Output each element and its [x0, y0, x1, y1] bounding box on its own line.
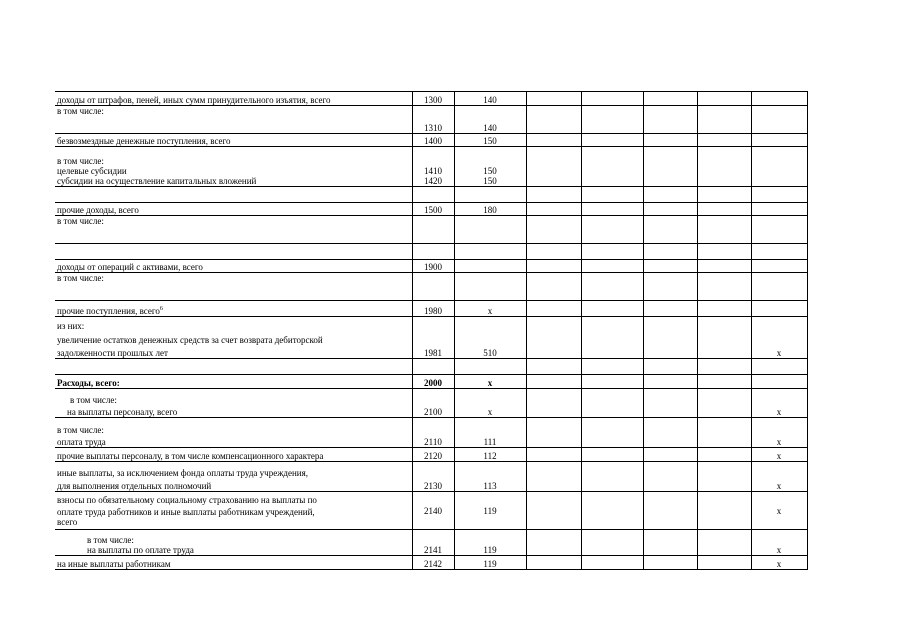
empty-cell [697, 244, 751, 260]
empty-cell [697, 375, 751, 389]
row-last: x [751, 418, 807, 448]
empty-cell [643, 556, 697, 570]
row-name [55, 92, 412, 106]
row-name-line: оплата труда [57, 437, 106, 447]
row-last [751, 134, 807, 147]
empty-cell [526, 273, 581, 301]
empty-cell [643, 462, 697, 492]
empty-cell [643, 92, 697, 106]
row-name-line: доходы от операций с активами, всего [57, 262, 203, 272]
row-name-line: в том числе: [70, 395, 117, 405]
row-kosgu: 119 [454, 530, 526, 556]
row-name [55, 556, 412, 570]
empty-cell [581, 301, 643, 317]
empty-cell [697, 462, 751, 492]
empty-cell [643, 147, 697, 187]
empty-cell [581, 448, 643, 462]
row-name [55, 530, 412, 556]
row-name [55, 418, 412, 448]
row-last: x [751, 462, 807, 492]
table-row [55, 448, 807, 462]
empty-cell [581, 216, 643, 244]
empty-cell [697, 106, 751, 134]
row-last [751, 216, 807, 244]
row-name [55, 317, 412, 359]
row-name-line: Расходы, всего: [57, 378, 120, 388]
empty-cell [643, 389, 697, 418]
row-name [55, 462, 412, 492]
row-name-line: в том числе: [57, 425, 104, 435]
empty-cell [526, 187, 581, 203]
empty-cell [581, 389, 643, 418]
empty-cell [526, 389, 581, 418]
empty-cell [697, 273, 751, 301]
empty-cell [697, 134, 751, 147]
row-last [751, 301, 807, 317]
row-kosgu: 180 [454, 203, 526, 216]
row-code: 2120 [412, 448, 454, 462]
row-code: 2140 [412, 492, 454, 530]
row-name-line: всего [57, 516, 78, 527]
table-row [55, 92, 807, 106]
empty-cell [526, 301, 581, 317]
table-row [55, 203, 807, 216]
table-row [55, 134, 807, 147]
empty-cell [697, 260, 751, 273]
empty-cell [581, 92, 643, 106]
empty-cell [581, 462, 643, 492]
row-code [412, 187, 454, 203]
empty-cell [697, 556, 751, 570]
row-name-line: в том числе: [57, 273, 104, 283]
empty-cell [526, 134, 581, 147]
empty-cell [643, 134, 697, 147]
row-name [55, 147, 412, 187]
row-kosgu [454, 187, 526, 203]
row-name [55, 492, 412, 530]
row-last [751, 147, 807, 187]
table-row [55, 273, 807, 301]
row-code: 2142 [412, 556, 454, 570]
row-kosgu: 150 [454, 134, 526, 147]
row-last [751, 92, 807, 106]
row-kosgu [454, 273, 526, 301]
empty-cell [526, 530, 581, 556]
table-row [55, 301, 807, 317]
footnote-mark: 6 [159, 306, 163, 312]
table-row [55, 147, 807, 187]
row-kosgu: 111 [454, 418, 526, 448]
empty-cell [526, 462, 581, 492]
empty-cell [643, 273, 697, 301]
row-kosgu: 150 150 [454, 147, 526, 187]
empty-cell [581, 134, 643, 147]
empty-cell [581, 187, 643, 203]
empty-cell [697, 187, 751, 203]
row-last [751, 260, 807, 273]
empty-cell [526, 375, 581, 389]
row-name-line: увеличение остатков денежных средств за счет возврата дебиторской [57, 335, 323, 345]
table-row [55, 260, 807, 273]
empty-cell [581, 317, 643, 359]
empty-cell [697, 301, 751, 317]
row-code: 2100 [412, 389, 454, 418]
empty-cell [643, 244, 697, 260]
empty-cell [643, 301, 697, 317]
row-name-line: из них: [57, 321, 85, 331]
table-row [55, 530, 807, 556]
row-name-line: взносы по обязательному социальному страхованию на выплаты по [57, 494, 317, 505]
row-name-line: для выполнения отдельных полномочий [57, 481, 212, 491]
empty-cell [526, 260, 581, 273]
empty-cell [581, 359, 643, 375]
row-code: 1410 1420 [412, 147, 454, 187]
row-last: x [751, 389, 807, 418]
row-last [751, 273, 807, 301]
empty-cell [526, 492, 581, 530]
empty-cell [526, 106, 581, 134]
empty-cell [697, 359, 751, 375]
empty-cell [697, 530, 751, 556]
row-code: 2141 [412, 530, 454, 556]
table-row [55, 375, 807, 389]
row-last [751, 203, 807, 216]
empty-cell [643, 260, 697, 273]
empty-cell [643, 203, 697, 216]
row-name-line: субсидии на осуществление капитальных вложений [57, 176, 257, 186]
row-kosgu [454, 260, 526, 273]
row-kosgu: 113 [454, 462, 526, 492]
empty-cell [697, 203, 751, 216]
row-name-line: целевые субсидии [57, 166, 127, 176]
empty-cell [697, 418, 751, 448]
row-name-line: прочие выплаты персоналу, в том числе компенсационного характера [57, 451, 324, 461]
empty-cell [526, 418, 581, 448]
empty-cell [526, 92, 581, 106]
empty-cell [643, 187, 697, 203]
row-name [55, 389, 412, 418]
row-code [412, 244, 454, 260]
row-name [55, 106, 412, 134]
empty-cell [581, 260, 643, 273]
empty-cell [526, 203, 581, 216]
row-name [55, 375, 412, 389]
row-name-line: оплате труда работников и иные выплаты работникам учреждений, [57, 506, 315, 517]
table-row [55, 317, 807, 359]
empty-cell [581, 492, 643, 530]
table-row [55, 492, 807, 530]
empty-cell [643, 317, 697, 359]
row-last: x [751, 448, 807, 462]
row-code: 1310 [412, 106, 454, 134]
row-kosgu: x [454, 301, 526, 317]
row-name-line: в том числе: [57, 156, 104, 166]
empty-cell [643, 106, 697, 134]
empty-cell [697, 216, 751, 244]
row-kosgu: 140 [454, 106, 526, 134]
empty-cell [643, 375, 697, 389]
row-code: 1300 [412, 92, 454, 106]
table-body [55, 92, 807, 570]
empty-cell [643, 448, 697, 462]
table-row [55, 244, 807, 260]
row-last [751, 187, 807, 203]
table-row [55, 556, 807, 570]
empty-cell [697, 147, 751, 187]
empty-cell [697, 389, 751, 418]
row-code: 2000 [412, 375, 454, 389]
row-last [751, 244, 807, 260]
table-row [55, 418, 807, 448]
empty-cell [581, 530, 643, 556]
table-row [55, 187, 807, 203]
row-kosgu: x [454, 375, 526, 389]
row-kosgu: 140 [454, 92, 526, 106]
row-name [55, 260, 412, 273]
row-kosgu: 119 [454, 556, 526, 570]
financial-plan-table [55, 91, 808, 570]
row-name-line: в том числе: [57, 216, 104, 226]
row-kosgu [454, 359, 526, 375]
row-name-line: в том числе: [57, 106, 104, 116]
row-name [55, 203, 412, 216]
row-name [55, 216, 412, 244]
empty-cell [643, 492, 697, 530]
table-row [55, 389, 807, 418]
row-name [55, 273, 412, 301]
empty-cell [697, 92, 751, 106]
row-name [55, 134, 412, 147]
empty-cell [526, 216, 581, 244]
row-name-line: иные выплаты, за исключением фонда оплаты труда учреждения, [57, 468, 309, 478]
empty-cell [581, 375, 643, 389]
row-name [55, 301, 412, 317]
row-last: x [751, 556, 807, 570]
row-last [751, 375, 807, 389]
empty-cell [643, 418, 697, 448]
row-name [55, 244, 412, 260]
table-row [55, 462, 807, 492]
row-kosgu: x [454, 389, 526, 418]
row-kosgu: 119 [454, 492, 526, 530]
row-kosgu: 510 [454, 317, 526, 359]
row-name-line: на выплаты по оплате труда [87, 545, 194, 555]
row-code [412, 216, 454, 244]
row-name-line: задолженности прошлых лет [57, 348, 168, 358]
table-row [55, 216, 807, 244]
row-name-line: безвозмездные денежные поступления, всего [57, 136, 231, 146]
row-name-line: доходы от штрафов, пеней, иных сумм принудительного изъятия, всего [57, 95, 331, 105]
row-name-line: на иные выплаты работникам [57, 559, 171, 569]
row-name-line: в том числе: [87, 535, 134, 545]
empty-cell [581, 556, 643, 570]
row-code: 1400 [412, 134, 454, 147]
empty-cell [526, 317, 581, 359]
empty-cell [697, 448, 751, 462]
row-kosgu [454, 244, 526, 260]
empty-cell [526, 244, 581, 260]
row-name [55, 359, 412, 375]
table-row [55, 359, 807, 375]
empty-cell [526, 448, 581, 462]
empty-cell [697, 492, 751, 530]
empty-cell [581, 147, 643, 187]
row-last: x [751, 492, 807, 530]
row-code: 2130 [412, 462, 454, 492]
empty-cell [581, 244, 643, 260]
row-code: 1980 [412, 301, 454, 317]
empty-cell [526, 147, 581, 187]
row-name-line: прочие доходы, всего [57, 205, 139, 215]
row-code: 1981 [412, 317, 454, 359]
empty-cell [581, 418, 643, 448]
empty-cell [643, 359, 697, 375]
row-code: 1900 [412, 260, 454, 273]
row-last: x [751, 530, 807, 556]
empty-cell [643, 530, 697, 556]
empty-cell [581, 106, 643, 134]
row-code [412, 359, 454, 375]
row-name [55, 448, 412, 462]
row-last: x [751, 317, 807, 359]
empty-cell [697, 317, 751, 359]
table-row [55, 106, 807, 134]
row-kosgu [454, 216, 526, 244]
row-name-line: прочие поступления, всего [57, 306, 160, 316]
row-code [412, 273, 454, 301]
row-last [751, 359, 807, 375]
row-name-line: на выплаты персоналу, всего [67, 407, 178, 417]
empty-cell [526, 556, 581, 570]
empty-cell [581, 203, 643, 216]
empty-cell [581, 273, 643, 301]
row-name [55, 187, 412, 203]
row-kosgu: 112 [454, 448, 526, 462]
empty-cell [526, 359, 581, 375]
empty-cell [643, 216, 697, 244]
row-code: 2110 [412, 418, 454, 448]
row-last [751, 106, 807, 134]
row-code: 1500 [412, 203, 454, 216]
